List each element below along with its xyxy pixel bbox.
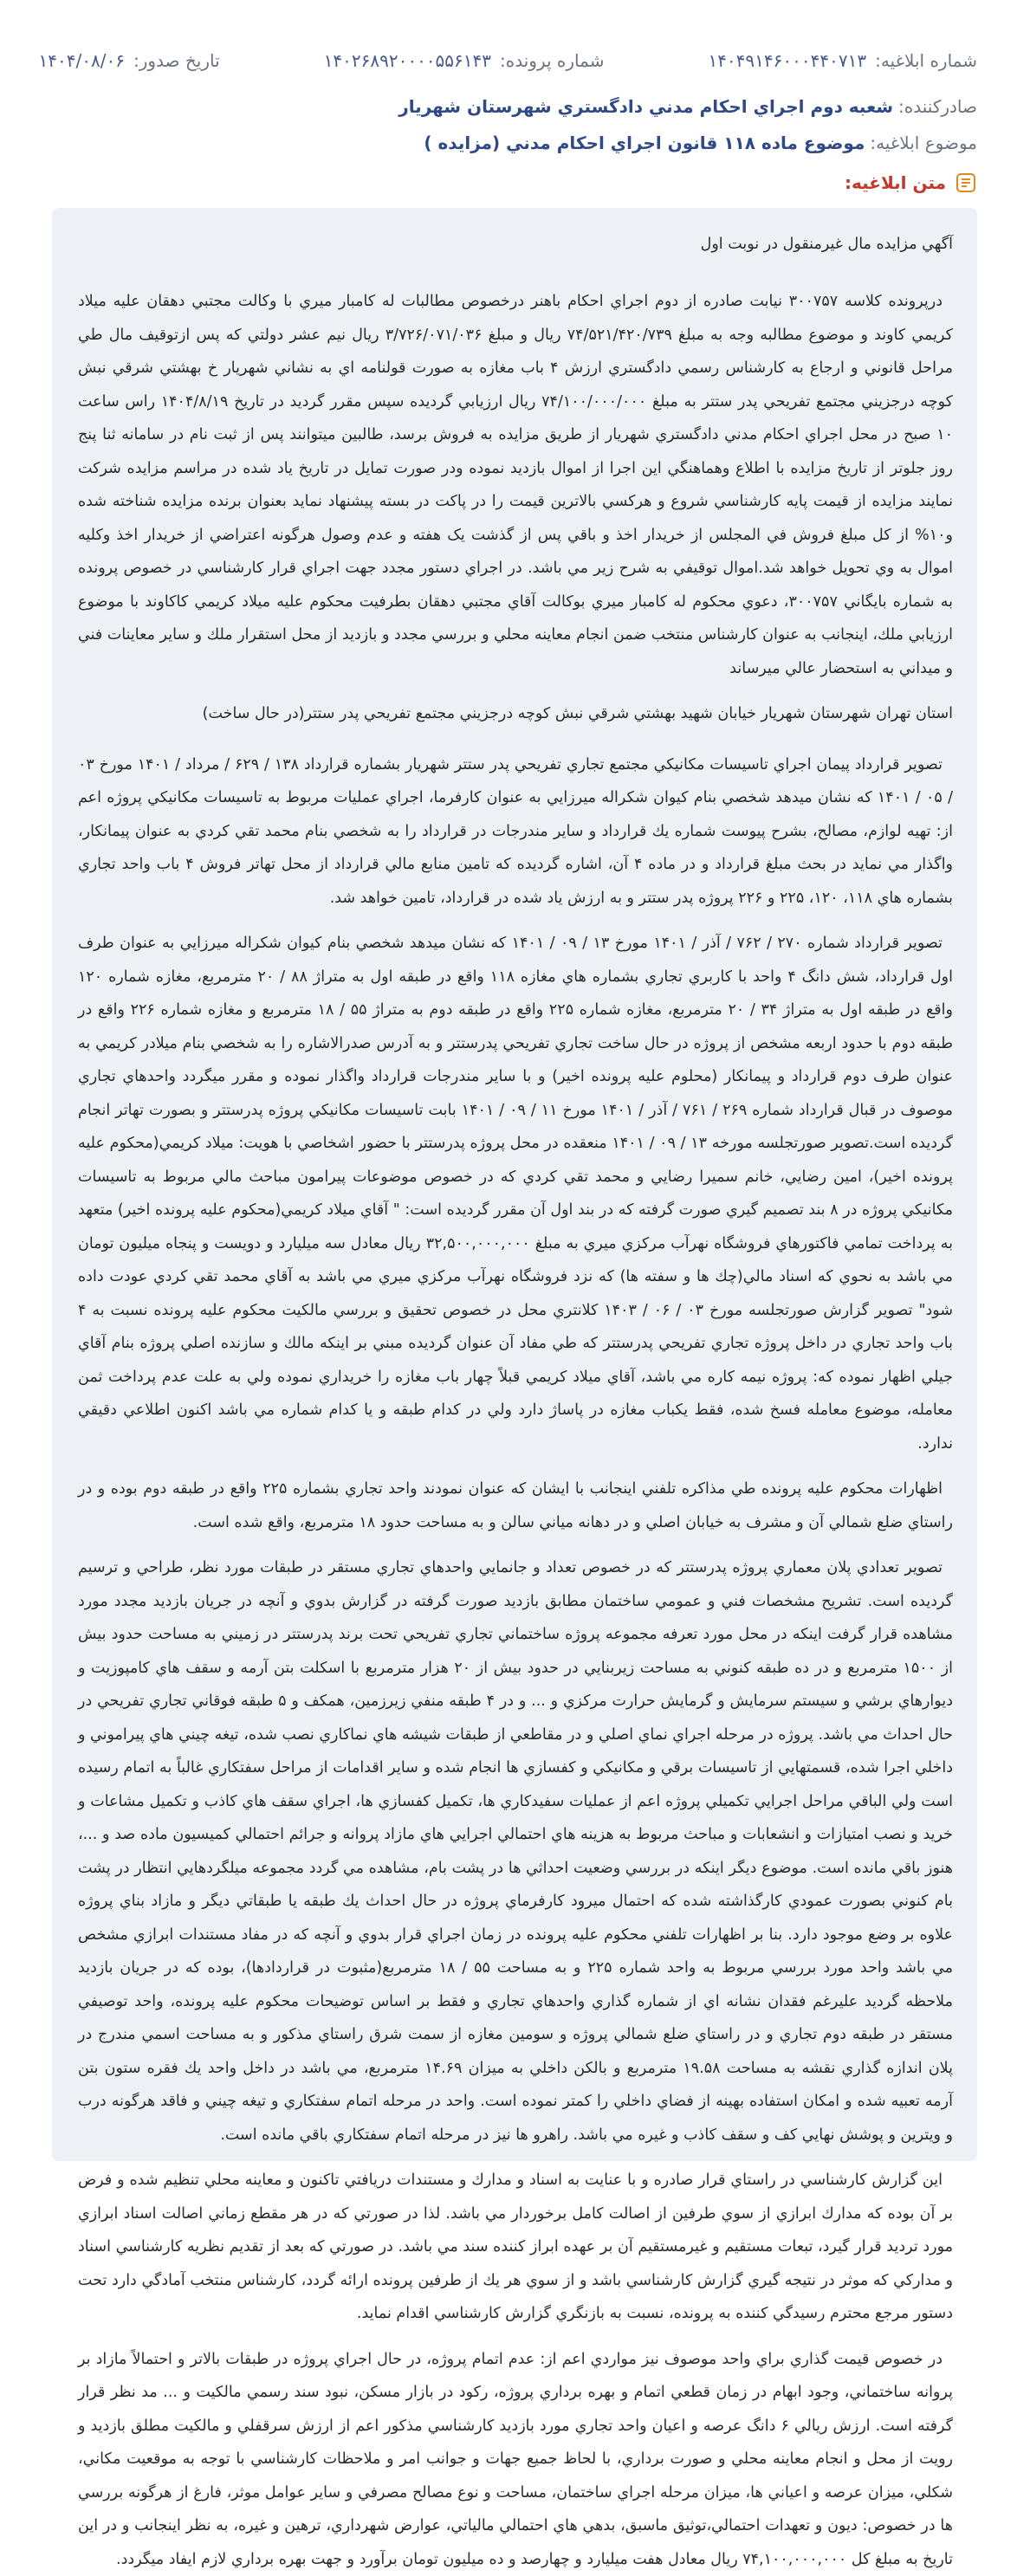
body-paragraph-4: اظهارات محكوم عليه پرونده طي مذاكره تلفني اينجانب با ايشان كه عنوان نمودند واحد تجاري بشماره ۲۲۵ واقع در طبقه دوم بوده و در راستاي ضلع شمالي آن و مشرف به خيابان اصلي و در دهانه مياني سالن و به مساحت حدود ۱۸ مترمربع، واقع شده است. <box>78 1472 953 1539</box>
notice-text-label: متن ابلاغيه: <box>845 172 946 193</box>
subject-label: موضوع ابلاغيه: <box>870 133 977 153</box>
case-number-value: ۱۴۰۲۶۸۹۲۰۰۰۰۵۵۶۱۴۳ <box>324 50 491 71</box>
notice-number-value: ۱۴۰۴۹۱۴۶۰۰۰۴۴۰۷۱۳ <box>708 50 866 71</box>
body-paragraph-6: اين گزارش كارشناسي در راستاي قرار صادره و با عنايت به اسناد و مدارك و مستندات دريافتي تاكنون و معاينه محلي تنظيم شده و فرض بر آن بوده كه مدارك ابرازي از سوي طرفين از اصالت كامل برخوردار مي باشد. لذا در صورتي كه در هر مقطع زماني اصالت اسناد ابرازي مورد ترديد قرار گيرد، تبعات مستقيم و غيرمستقيم آن بر عهده ابراز كننده سند مي باشد. در صورتي كه بعد از تقديم نظريه كارشناسي اسناد و مداركي كه موثر در نتيجه گيري گزارش كارشناسي باشد و از سوي هر يك از طرفين پرونده ارائه گردد، كارشناس منتخب آمادگي دارد تحت دستور مرجع محترم رسيدگي كننده به پرونده، نسبت به بازنگري گزارش كارشناسي اقدام نمايد. <box>78 2164 953 2331</box>
subject-row <box>52 125 977 161</box>
issuer-row <box>52 88 977 125</box>
notice-number <box>708 50 977 71</box>
body-paragraph-2: تصوير قرارداد پيمان اجراي تاسيسات مكانيكي مجتمع تجاري تفريحي پدر ستتر شهريار بشماره قرارداد ۱۳۸ / ۶۲۹ / مرداد / ۱۴۰۱ مورخ ۰۳ / ۰۵ / ۱۴۰۱ كه نشان ميدهد شخصي بنام كيوان شكراله ميرزايي به عنوان كارفرما، اجراي عمليات مربوط به تاسيسات مكانيكي پروژه اعم از: تهيه لوازم، مصالح، بشرح پيوست شماره يك قرارداد و ساير مندرجات در قرارداد را به شخصي بنام محمد تقي كردي به عنوان پيمانكار، واگذار مي نمايد در بحث مبلغ قرارداد و در ماده ۴ آن، اشاره گرديده كه تامين منابع مالي قرارداد از محل تهاتر فروش ۴ باب واحد تجاري بشماره هاي ۱۱۸، ۱۲۰، ۲۲۵ و ۲۲۶ پروژه پدر ستتر و به ارزش ياد شده در قرارداد، تامين خواهد شد. <box>78 748 953 916</box>
note-icon <box>955 172 977 194</box>
notice-meta-row <box>52 33 977 88</box>
issuer-value: شعبه دوم اجراي احكام مدني دادگستري شهرستان شهريار <box>398 96 893 117</box>
issue-date <box>39 50 220 71</box>
body-paragraph-7: در خصوص قيمت گذاري براي واحد موصوف نيز مواردي اعم از: عدم اتمام پروژه، در حال اجراي پروژه در طبقات بالاتر و احتمالاً مازاد بر پروانه ساختماني، وجود ابهام در زمان قطعي اتمام و بهره برداري پروژه، ركود در بازار مسكن، نبود سند رسمي مالكيت و ... مد نظر قرار گرفته است. ارزش ريالي ۶ دانگ عرصه و اعيان واحد تجاري مورد بازديد كارشناسي مذكور اعم از ارزش سرقفلي و مالكيت مطلق بازديد و رويت از محل و انجام معاينه محلي و صورت برداري، با لحاظ جميع جهات و جوانب امر و ملاحظات كارشناسي با توجه به موقعيت مكاني، شكلي، ميزان عرصه و اعياني ها، ميزان مرحله اجراي ساختمان، مساحت و نوع مصالح مصرفي و ساير عوامل موثر، فارغ از هرگونه بررسي ها در خصوص: ديون و تعهدات احتمالي،توثيق ماسبق، بدهي هاي احتمالي مالياتي، عوارض شهرداري، ترهين و غيره، به نظر اينجانب و در اين تاريخ به مبلغ كل ۷۴,۱۰۰,۰۰۰,۰۰۰ ريال معادل هفت ميليارد و چهارصد و ده ميليون تومان برآورد و جهت بهره برداري لازم ايفاد ميگردد. <box>78 2343 953 2576</box>
issue-date-value: ۱۴۰۴/۰۸/۰۶ <box>39 50 125 71</box>
subject-value: موضوع ماده ۱۱۸ قانون اجراي احكام مدني (مزايده ) <box>424 133 865 153</box>
body-paragraph-5: تصوير تعدادي پلان معماري پروژه پدرستتر كه در خصوص تعداد و جانمايي واحدهاي تجاري مستقر در طبقات مورد نظر، طراحي و ترسيم گرديده است. تشريح مشخصات فني و عمومي ساختمان مطابق بازديد صورت گرفته در گزارش بدوي و آنچه در جريان بازديد مجدد مورد مشاهده قرار گرفت اينكه در محل مورد تعرفه مجموعه پروژه ساختماني تجاري تفريحي تحت برند پدرستتر در زميني به مساحت حدود بيش از ۱۵۰۰ مترمربع و در ده طبقه كنوني به مساحت زيربنايي در حدود بيش از ۲۰ هزار مترمربع با اسكلت بتن آرمه و سقف هاي كامپوزيت و ديوارهاي برشي و سيستم سرمايش و گرمايش حرارت مركزي و ... و در ۴ طبقه منفي زيرزمين، همكف و ۵ طبقه فوقاني تجاري تفريحي در حال احداث مي باشد. پروژه در مرحله اجراي نماي اصلي و در مقاطعي از طبقات شيشه هاي نماكاري نصب شده، تيغه چيني هاي پيراموني و داخلي اجرا شده، قسمتهايي از تاسيسات برقي و مكانيكي و كفسازي ها انجام شده و ساير اقدامات از مراحل سفتكاري غالباً به اتمام رسيده است ولي الباقي مراحل اجرايي تكميلي پروژه اعم از عمليات سفيدكاري ها، تكميل كفسازي ها، اجراي سقف هاي كاذب و تكميل مشاعات و خريد و نصب امتيازات و انشعابات و مباحث مربوط به هزينه هاي احتمالي اجرايي هاي مازاد پروانه و جرائم احتمالي كميسيون ماده صد و ...، هنوز باقي مانده است. موضوع ديگر اينكه در بررسي وضعيت احداثي ها در پشت بام، مشاهده مي گردد مجموعه ميلگردهايي انتظار در پشت بام كنوني بصورت عمودي كارگذاشته شده كه احتمال ميرود كارفرماي پروژه در حال احداث يك طبقه يا طبقاتي ديگر و مازاد بناي پروژه علاوه بر وضع موجود دارد. بنا بر اظهارات تلفني محكوم عليه پرونده در زمان اجراي قرار بدوي و آنچه كه در مفاد مستندات ابرازي مشخص مي باشد واحد مورد بررسي مربوط به واحد شماره ۲۲۵ و به مساحت ۵۵ / ۱۸ مترمربع(مثبوت در قراردادها)، بوده كه در جريان بازديد ملاحظه گرديد عليرغم فقدان نشانه اي از شماره گذاري واحدهاي تجاري و فقط بر اساس توضيحات محكوم عليه پرونده، واحد توصيفي مستقر در طبقه دوم تجاري و در راستاي ضلع شمالي پروژه و سومين مغازه از سمت شرق راستاي مذكور و به مساحت اسمي مندرج در پلان اندازه گذاري نقشه به مساحت ۱۹.۵۸ مترمربع و بالكن داخلي به ميزان ۱۴.۶۹ مترمربع، مي باشد در داخل واحد يك فقره ستون بتن آرمه تعبيه شده و امكان استفاده بهينه از فضاي داخلي را كمتر نموده است. واحد در مرحله اتمام سفتكاري و تيغه چيني و فاقد هرگونه درب و ويترين و پوشش نهايي كف و سقف كاذب و غيره مي باشد. راهرو ها نيز در مرحله اتمام سفتكاري باقي مانده است. <box>78 1551 953 2152</box>
notice-header <box>52 33 977 161</box>
notice-body-card <box>52 208 977 2161</box>
case-number-label: شماره پرونده: <box>500 50 604 71</box>
body-paragraph-3: تصوير قرارداد شماره ۲۷۰ / ۷۶۲ / آذر / ۱۴۰۱ مورخ ۱۳ / ۰۹ / ۱۴۰۱ كه نشان ميدهد شخصي بنام كيوان شكراله ميرزايي به عنوان طرف اول قرارداد، شش دانگ ۴ واحد با كاربري تجاري بشماره هاي مغازه ۱۱۸ واقع در طبقه اول به متراژ ۸۸ / ۲۰ مترمربع، مغازه شماره ۱۲۰ واقع در طبقه اول به متراژ ۳۴ / ۲۰ مترمربع، مغازه شماره ۲۲۵ واقع در طبقه دوم به متراژ ۵۵ / ۱۸ مترمربع و مغازه شماره ۲۲۶ واقع در طبقه دوم با حدود اربعه مشخص از پروژه در حال ساخت تجاري تفريحي پدرستتر و به آدرس صدرالاشاره را به شخصي بنام ميلادر كريمي به عنوان طرف دوم قرارداد و پيمانكار (محلوم عليه پرونده اخير) و با ساير مندرجات قرارداد واگذار نموده و مقرر ميگردد واحدهاي تجاري موصوف در قبال قرارداد شماره ۲۶۹ / ۷۶۱ / آذر / ۱۴۰۱ مورخ ۱۱ / ۰۹ / ۱۴۰۱ بابت تاسيسات مكانيكي پروژه پدرستتر و بصورت تهاتر انجام گرديده است.تصوير صورتجلسه مورخه ۱۳ / ۰۹ / ۱۴۰۱ منعقده در محل پروژه پدرستتر با حضور اشخاصي با هويت: ميلاد كريمي(محكوم عليه پرونده اخير)، امين رضايي، خانم سميرا رضايي و محمد تقي كردي كه در خصوص موضوعات پيرامون مباحث مالي مربوط به تاسيسات مكانيكي پروژه در ۸ بند تصميم گيري صورت گرفته كه در بند اول آن مقرر گرديده است: " آقاي ميلاد كريمي(محكوم عليه پرونده اخير) متعهد به پرداخت تمامي فاكتورهاي فروشگاه نهرآب مركزي ميري به مبلغ ۳۲,۵۰۰,۰۰۰,۰۰۰ ريال معادل سه ميليارد و دويست و پنجاه ميليون تومان مي باشد به نحوي كه اسناد مالي(چك ها و سفته ها) كه نزد فروشگاه نهرآب مركزي ميري مي باشد به آقاي محمد تقي كردي عودت داده شود" تصوير گزارش صورتجلسه مورخ ۰۳ / ۰۶ / ۱۴۰۳ كلانتري محل در خصوص تحقيق و بررسي مالكيت محكوم عليه پرونده نسبت به ۴ باب واحد تجاري در داخل پروژه تجاري تفريحي پدرستتر كه طي مفاد آن عنوان گرديده مبني بر اينكه مالك و سازنده اصلي پروژه بنام آقاي جيلي اظهار نموده كه: پروژه نيمه كاره مي باشد، آقاي ميلاد كريمي قبلاً چهار باب مغازه را خريداري نموده ولي به علت عدم پرداخت ثمن معامله، موضوع معامله فسخ شده، فقط يكباب مغازه در پاساژ دارد ولي در كدام طبقه و يا كدام شماره مي باشد اكنون اطلاعي دقيقي ندارد. <box>78 927 953 1460</box>
property-address: استان تهران شهرستان شهريار خيابان شهيد بهشتي شرقي نبش كوچه درجزيني مجتمع تفريحي پدر ستتر(در حال ساخت) <box>78 697 953 731</box>
body-paragraph-1: درپرونده كلاسه ۳۰۰۷۵۷ نيابت صادره از دوم اجراي احكام باهنر درخصوص مطالبات له كامبار ميري با وكالت مجتبي دهقان عليه ميلاد كريمي كاوند و موضوع مطالبه وجه به مبلغ ۷۴/۵۲۱/۴۲۰/۷۳۹ ريال و مبلغ ۳/۷۲۶/۰۷۱/۰۳۶ ريال نيم عشر دولتي كه پس ازتوقيف مال طي مراحل قانوني و ارجاع به كارشناس رسمي دادگستري ارزش ۴ باب مغازه به صورت قولنامه اي به نشاني شهريار خ بهشتي شرقي نبش كوچه درجزيني مجتمع تفريحي پدر ستتر به مبلغ ۷۴/۱۰۰/۰۰۰/۰۰۰ ريال ارزيابي گرديده سپس مقرر گرديد در تاريخ ۱۴۰۴/۸/۱۹ راس ساعت ۱۰ صبح در محل اجراي احكام مدني دادگستري شهريار از طريق مزايده به فروش برسد، طالبين ميتوانند پس از ثبت نام در سامانه ثنا پنج روز جلوتر از تاريخ مزايده با اطلاع وهماهنگي اين اجرا از اموال بازديد نموده ودر صورت تمايل در تاريخ ياد شده در مراسم مزايده شركت نمايند مزايده از قيمت پايه كارشناسي شروع و هركسي بالاترين قيمت را در پاكت در بسته پيشنهاد نمايد بعنوان برنده مزايده شناخته شده و۱۰% از كل مبلغ فروش في المجلس از خريدار اخذ و باقي پس از گذشت يک هفته و عدم وصول هرگونه اعتراضي از خريدار اخذ وكليه اموال به وي تحويل خواهد شد.اموال توقيفي به شرح زير مي باشد. در اجراي دستور مجدد جهت اجراي قرار كارشناسي در خصوص پرونده به شماره بايگاني ۳۰۰۷۵۷، دعوي محكوم له كامبار ميري بوكالت آقاي مجتبي دهقان بطرفيت محكوم عليه ميلاد كريمي كاكاوند با موضوع ارزيابي ملك، اينجانب به عنوان كارشناس منتخب ضمن انجام معاينه محلي و بررسي مجدد و بازديد از محل استقرار ملك و ساير معاينات فني و ميداني به استحضار عالي ميرساند <box>78 285 953 685</box>
notice-text-heading <box>845 172 977 194</box>
notice-number-label: شماره ابلاغيه: <box>875 50 977 71</box>
auction-title: آگهي مزايده مال غيرمنقول در نوبت اول <box>78 229 953 261</box>
issue-date-label: تاريخ صدور: <box>133 50 220 71</box>
issuer-label: صادرکننده: <box>898 96 977 117</box>
case-number <box>324 50 605 71</box>
